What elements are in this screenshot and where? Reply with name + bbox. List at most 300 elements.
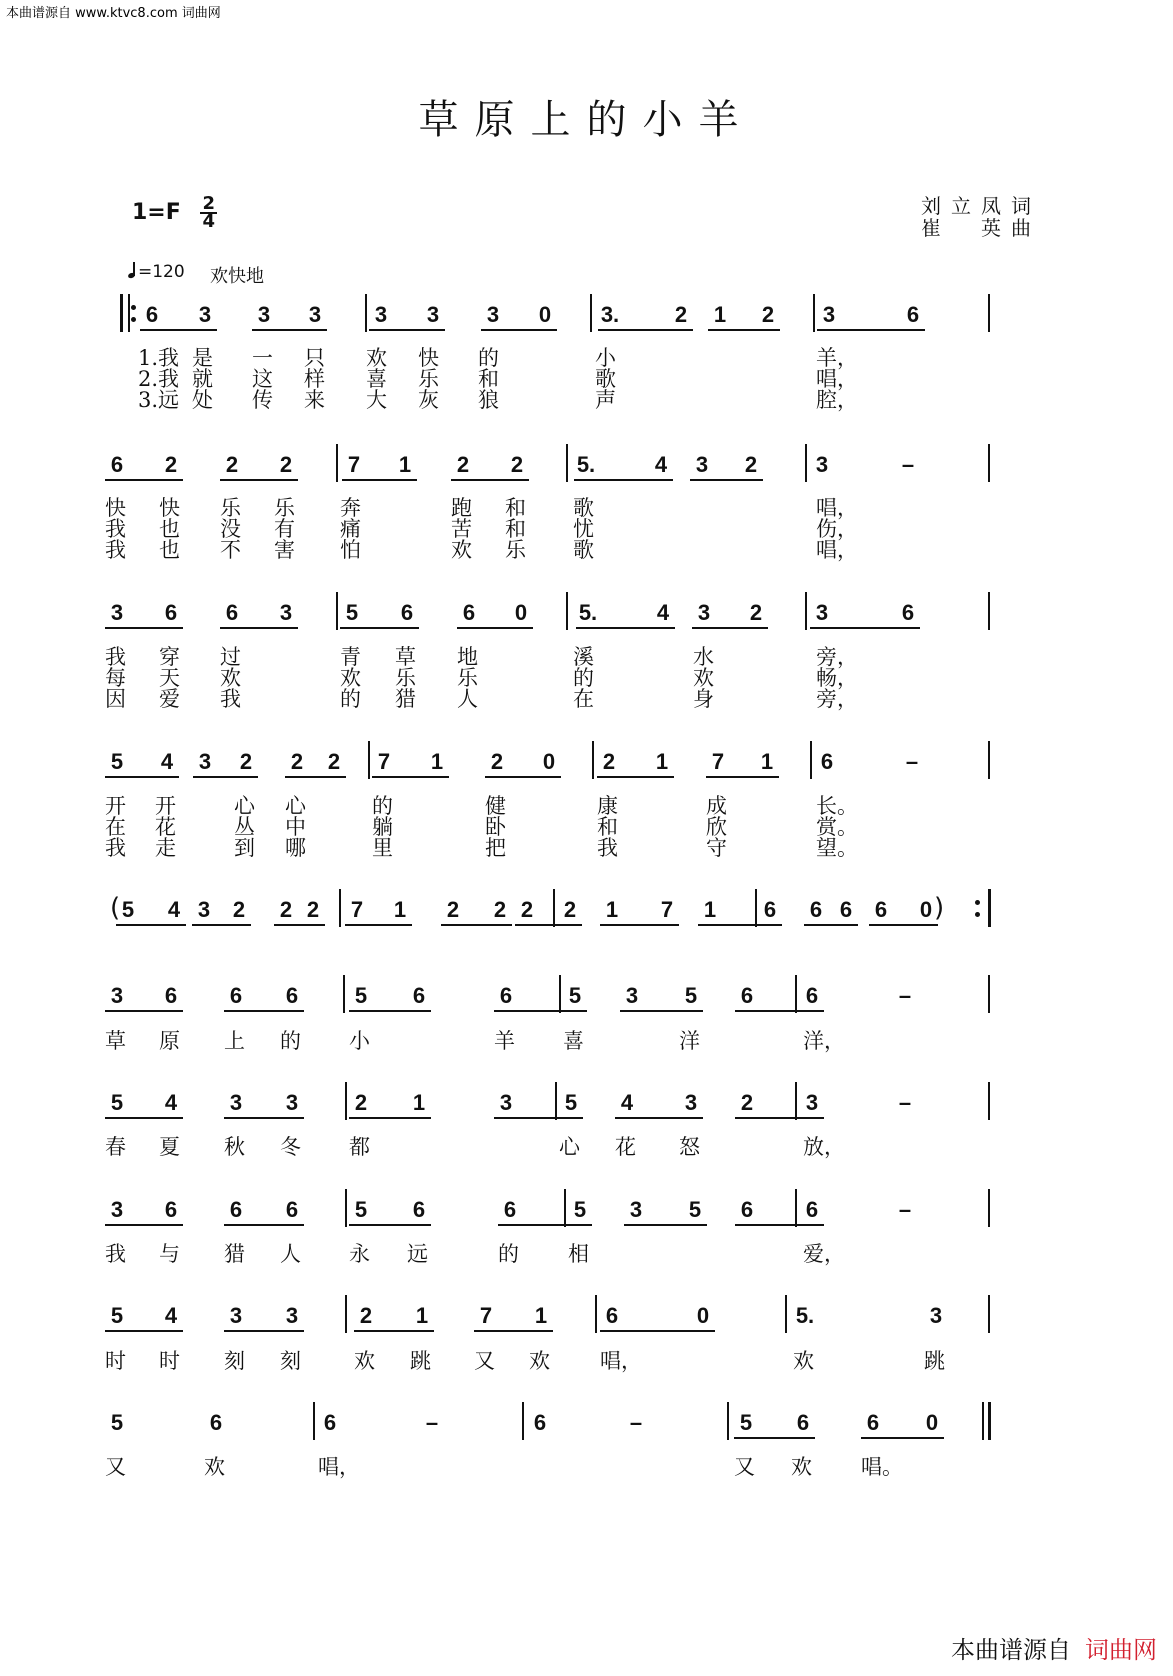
note: 2 [279, 897, 293, 922]
underline-eighth [498, 1224, 592, 1226]
note: 2 [456, 452, 470, 477]
underline-eighth [810, 627, 920, 629]
note: 3 [110, 600, 124, 625]
lyric: 的 [478, 346, 499, 370]
lyric: 欢 [220, 666, 241, 690]
note: 5 [354, 983, 368, 1008]
lyric: 和 [505, 517, 526, 541]
footer-brand: 词曲网 [1085, 1636, 1157, 1664]
note: 2 [749, 600, 763, 625]
note: 6 [462, 600, 476, 625]
note: 5 [688, 1197, 702, 1222]
note: 3 [805, 1090, 819, 1115]
lyric: 到 [234, 836, 255, 860]
note: 6 [110, 452, 124, 477]
note: 1 [713, 302, 727, 327]
note: 2 [359, 1303, 373, 1328]
key-signature [132, 193, 217, 232]
tempo-value: =120 [138, 262, 185, 282]
lyric: 乐 [418, 367, 439, 391]
underline-eighth [220, 627, 298, 629]
lyric: 又 [474, 1349, 495, 1373]
lyric: 草 [105, 1029, 126, 1053]
underline-eighth [708, 329, 780, 331]
note: 5 [345, 600, 359, 625]
barline [522, 1402, 524, 1440]
barline [553, 889, 555, 927]
barline [566, 444, 568, 482]
footer-source [951, 1630, 1157, 1665]
lyric: 苦 [451, 517, 472, 541]
lyric: 春 [105, 1135, 126, 1159]
note: 5 [121, 897, 135, 922]
lyric: 康 [597, 794, 618, 818]
lyric: 青 [340, 645, 361, 669]
barline [345, 1189, 347, 1227]
lyric: 2.我 [138, 367, 180, 391]
barline [988, 1295, 990, 1333]
note: 6 [229, 983, 243, 1008]
underline-eighth [369, 329, 445, 331]
note: 3 [625, 983, 639, 1008]
note: 3 [197, 897, 211, 922]
lyric: 3.远 [138, 388, 180, 412]
barline [813, 294, 815, 332]
note: 6 [533, 1410, 547, 1435]
underline-eighth [342, 479, 417, 481]
lyric: 跑 [451, 496, 472, 520]
repeat-start-bar [120, 294, 123, 332]
underline-eighth [735, 1117, 824, 1119]
underline-eighth [345, 924, 412, 926]
note: 7 [479, 1303, 493, 1328]
note: 4 [654, 452, 668, 477]
note: 6 [809, 897, 823, 922]
repeat-dot [975, 912, 980, 917]
note: 3 [684, 1090, 698, 1115]
lyric: 欢 [204, 1455, 225, 1479]
barline [555, 1082, 557, 1120]
lyric: 害 [274, 538, 295, 562]
barline [988, 444, 990, 482]
note: 6 [285, 1197, 299, 1222]
note: 1 [430, 749, 444, 774]
underline-eighth [597, 776, 674, 778]
note: 6 [839, 897, 853, 922]
lyric: 伤， [816, 517, 858, 541]
lyric: 花 [155, 815, 176, 839]
note: 3 [695, 452, 709, 477]
note: 6 [874, 897, 888, 922]
note: 4 [167, 897, 181, 922]
underline-eighth [192, 924, 251, 926]
lyric: 开 [105, 794, 126, 818]
note: 6 [164, 600, 178, 625]
underline-eighth [105, 1010, 183, 1012]
underline-eighth [804, 924, 858, 926]
underline-eighth [220, 479, 298, 481]
barline [988, 975, 990, 1013]
note: 5. [795, 1303, 815, 1328]
note: 5 [568, 983, 582, 1008]
underline-eighth [706, 776, 779, 778]
note: 6 [901, 600, 915, 625]
lyric: 唱， [600, 1349, 642, 1373]
note: 0 [538, 302, 552, 327]
note: 0 [925, 1410, 939, 1435]
lyricist-credit: 刘立凤词 [921, 194, 1041, 218]
note: 0 [514, 600, 528, 625]
underline-eighth [574, 479, 673, 481]
barline [336, 444, 338, 482]
underline-eighth [494, 1010, 587, 1012]
note: 5 [573, 1197, 587, 1222]
note: 3 [198, 302, 212, 327]
note: – [898, 983, 912, 1008]
lyric: 赏。 [816, 815, 858, 839]
note: 6 [285, 983, 299, 1008]
underline-eighth [494, 1117, 583, 1119]
underline-eighth [624, 1224, 707, 1226]
note: 2 [493, 897, 507, 922]
lyric: 爱， [803, 1242, 845, 1266]
lyric: 夏 [159, 1135, 180, 1159]
time-top: 2 [202, 193, 215, 214]
note: 5 [110, 749, 124, 774]
lyric: 也 [159, 538, 180, 562]
note: 7 [660, 897, 674, 922]
note: 3. [600, 302, 620, 327]
lyric: 唱， [816, 367, 858, 391]
underline-eighth [105, 1224, 183, 1226]
time-bottom: 4 [202, 211, 215, 232]
barline [988, 1189, 990, 1227]
lyric: 乐 [505, 538, 526, 562]
note: 7 [711, 749, 725, 774]
note: 2 [446, 897, 460, 922]
lyric: 我 [105, 538, 126, 562]
underline-eighth [735, 1224, 824, 1226]
note: 2 [740, 1090, 754, 1115]
lyric: 花 [615, 1135, 636, 1159]
barline [755, 889, 757, 927]
lyric: 都 [349, 1135, 370, 1159]
note: 6 [605, 1303, 619, 1328]
note: 4 [160, 749, 174, 774]
note: 2 [327, 749, 341, 774]
lyric: 溪 [573, 645, 594, 669]
lyric: 因 [105, 687, 126, 711]
lyric: 又 [105, 1455, 126, 1479]
barline [810, 741, 812, 779]
barline [805, 592, 807, 630]
note: 3 [285, 1090, 299, 1115]
lyric: 欢 [693, 666, 714, 690]
note: 3 [229, 1303, 243, 1328]
lyric: 地 [457, 645, 478, 669]
lyric: 有 [274, 517, 295, 541]
underline-eighth [354, 1330, 434, 1332]
lyric: 跳 [924, 1349, 945, 1373]
note: 2 [225, 452, 239, 477]
note: 5 [110, 1303, 124, 1328]
underline-eighth [615, 1117, 703, 1119]
lyric: 欢 [793, 1349, 814, 1373]
barline [345, 1295, 347, 1333]
barline [336, 592, 338, 630]
barline [795, 975, 797, 1013]
lyric: 水 [693, 645, 714, 669]
note: 6 [499, 983, 513, 1008]
lyric: 羊， [816, 346, 858, 370]
lyric: 洋， [803, 1029, 845, 1053]
lyric: 身 [693, 687, 714, 711]
lyric: 放， [803, 1135, 845, 1159]
lyric: 和 [505, 496, 526, 520]
note: 3 [229, 1090, 243, 1115]
underline-eighth [140, 329, 217, 331]
underline-eighth [224, 1010, 304, 1012]
note: 4 [656, 600, 670, 625]
note: 2 [239, 749, 253, 774]
lyric: 1.我 [138, 346, 180, 370]
lyric: 与 [159, 1242, 180, 1266]
lyric: 欢 [529, 1349, 550, 1373]
paren-open: ( [110, 893, 121, 923]
key-label: 1=F [132, 200, 181, 225]
lyric: 猎 [395, 687, 416, 711]
barline [343, 975, 345, 1013]
note: 1 [393, 897, 407, 922]
note: 6 [906, 302, 920, 327]
barline [368, 741, 370, 779]
note: 3 [110, 983, 124, 1008]
note: 5. [576, 452, 596, 477]
lyric: 欢 [340, 666, 361, 690]
lyric: 的 [498, 1242, 519, 1266]
lyric: 快 [418, 346, 439, 370]
lyric: 怕 [340, 538, 361, 562]
underline-eighth [285, 776, 346, 778]
note: – [898, 1090, 912, 1115]
lyric: 欣 [706, 815, 727, 839]
barline [727, 1402, 729, 1440]
underline-eighth [481, 329, 557, 331]
lyric: 我 [105, 645, 126, 669]
lyric: 狼 [478, 388, 499, 412]
note: 2 [164, 452, 178, 477]
lyric: 没 [220, 517, 241, 541]
lyric: 忧 [573, 517, 594, 541]
lyric: 心 [234, 794, 255, 818]
underline-eighth [692, 627, 768, 629]
lyric: 的 [372, 794, 393, 818]
note: 2 [232, 897, 246, 922]
note: 0 [542, 749, 556, 774]
lyric: 唱， [816, 538, 858, 562]
lyric: 欢 [451, 538, 472, 562]
note: 7 [377, 749, 391, 774]
underline-eighth [735, 1010, 824, 1012]
barline [785, 1295, 787, 1333]
lyric: 不 [220, 538, 241, 562]
underline-eighth [252, 329, 327, 331]
note: 3 [198, 749, 212, 774]
note: 0 [696, 1303, 710, 1328]
underline-eighth [734, 1437, 815, 1439]
note: 1 [703, 897, 717, 922]
underline-eighth [105, 1117, 183, 1119]
note: 6 [805, 983, 819, 1008]
note: 3 [257, 302, 271, 327]
note: 6 [805, 1197, 819, 1222]
note: 6 [164, 1197, 178, 1222]
note: 2 [490, 749, 504, 774]
lyric: 喜 [366, 367, 387, 391]
lyric: 声 [595, 388, 616, 412]
note: 6 [229, 1197, 243, 1222]
barline [795, 1082, 797, 1120]
lyric: 旁， [816, 645, 858, 669]
time-signature [200, 193, 217, 232]
underline-eighth [600, 924, 679, 926]
underline-eighth [861, 1437, 944, 1439]
lyric: 我 [105, 836, 126, 860]
barline [365, 294, 367, 332]
repeat-dot [131, 317, 136, 322]
lyric: 永 [349, 1242, 370, 1266]
footer-source-label: 本曲谱源自 [951, 1636, 1071, 1664]
lyric: 丛 [234, 815, 255, 839]
lyric: 唱， [318, 1455, 360, 1479]
lyric: 我 [597, 836, 618, 860]
lyric: 也 [159, 517, 180, 541]
underline-eighth [349, 1224, 431, 1226]
note: 6 [225, 600, 239, 625]
lyric: 乐 [220, 496, 241, 520]
lyric: 猎 [224, 1242, 245, 1266]
note: 2 [306, 897, 320, 922]
lyric: 旁， [816, 687, 858, 711]
lyric: 畅， [816, 666, 858, 690]
underline-eighth [698, 924, 782, 926]
note: 2 [744, 452, 758, 477]
lyric: 乐 [395, 666, 416, 690]
lyric: 歌 [595, 367, 616, 391]
underline-eighth [598, 329, 693, 331]
lyric: 心 [285, 794, 306, 818]
underline-eighth [105, 627, 183, 629]
note: 3 [822, 302, 836, 327]
note: 4 [620, 1090, 634, 1115]
lyric: 人 [280, 1242, 301, 1266]
note: 1 [415, 1303, 429, 1328]
note: 6 [412, 983, 426, 1008]
lyric: 走 [155, 836, 176, 860]
underline-eighth [349, 1117, 431, 1119]
note: 7 [350, 897, 364, 922]
lyric: 草 [395, 645, 416, 669]
note: – [898, 1197, 912, 1222]
barline [339, 889, 341, 927]
barline [592, 741, 594, 779]
note: 3 [285, 1303, 299, 1328]
note: 3 [308, 302, 322, 327]
underline-eighth [457, 627, 533, 629]
lyric: 心 [559, 1135, 580, 1159]
lyric: 冬 [280, 1135, 301, 1159]
lyric: 的 [573, 666, 594, 690]
note: 1 [605, 897, 619, 922]
lyric: 歌 [573, 538, 594, 562]
note: 2 [674, 302, 688, 327]
lyric: 在 [573, 687, 594, 711]
lyric: 和 [478, 367, 499, 391]
lyric: 过 [220, 645, 241, 669]
underline-eighth [515, 924, 582, 926]
lyric: 乐 [274, 496, 295, 520]
final-bar-thin [982, 1402, 984, 1440]
note: – [425, 1410, 439, 1435]
lyric: 只 [304, 346, 325, 370]
lyric: 把 [485, 836, 506, 860]
note: 3 [697, 600, 711, 625]
composer-credit: 崔 英曲 [921, 216, 1041, 240]
barline [805, 444, 807, 482]
lyric: 相 [568, 1242, 589, 1266]
note: 6 [209, 1410, 223, 1435]
note: 2 [290, 749, 304, 774]
lyric: 人 [457, 687, 478, 711]
note: 2 [602, 749, 616, 774]
lyric: 是 [192, 346, 213, 370]
note: 6 [763, 897, 777, 922]
note: 5. [578, 600, 598, 625]
underline-eighth [105, 776, 179, 778]
note: 3 [929, 1303, 943, 1328]
note: 3 [426, 302, 440, 327]
note: 1 [534, 1303, 548, 1328]
lyric: 痛 [340, 517, 361, 541]
lyric: 和 [597, 815, 618, 839]
lyric: 羊 [494, 1029, 515, 1053]
underline-eighth [340, 627, 419, 629]
barline [988, 294, 990, 332]
lyric: 一 [252, 346, 273, 370]
barline [313, 1402, 315, 1440]
lyric: 的 [280, 1029, 301, 1053]
lyric: 唱。 [861, 1455, 903, 1479]
note: 5 [354, 1197, 368, 1222]
note: 6 [164, 983, 178, 1008]
barline [590, 294, 592, 332]
lyric: 我 [105, 1242, 126, 1266]
note: – [905, 749, 919, 774]
lyric: 哪 [285, 836, 306, 860]
lyric: 长。 [816, 794, 858, 818]
repeat-dot [131, 305, 136, 310]
final-bar-thick [988, 1402, 991, 1440]
note: 1 [655, 749, 669, 774]
note: 6 [740, 1197, 754, 1222]
barline [566, 592, 568, 630]
note: – [629, 1410, 643, 1435]
lyric: 洋 [679, 1029, 700, 1053]
lyric: 上 [224, 1029, 245, 1053]
barline [988, 592, 990, 630]
note: 4 [164, 1303, 178, 1328]
underline-eighth [817, 329, 925, 331]
